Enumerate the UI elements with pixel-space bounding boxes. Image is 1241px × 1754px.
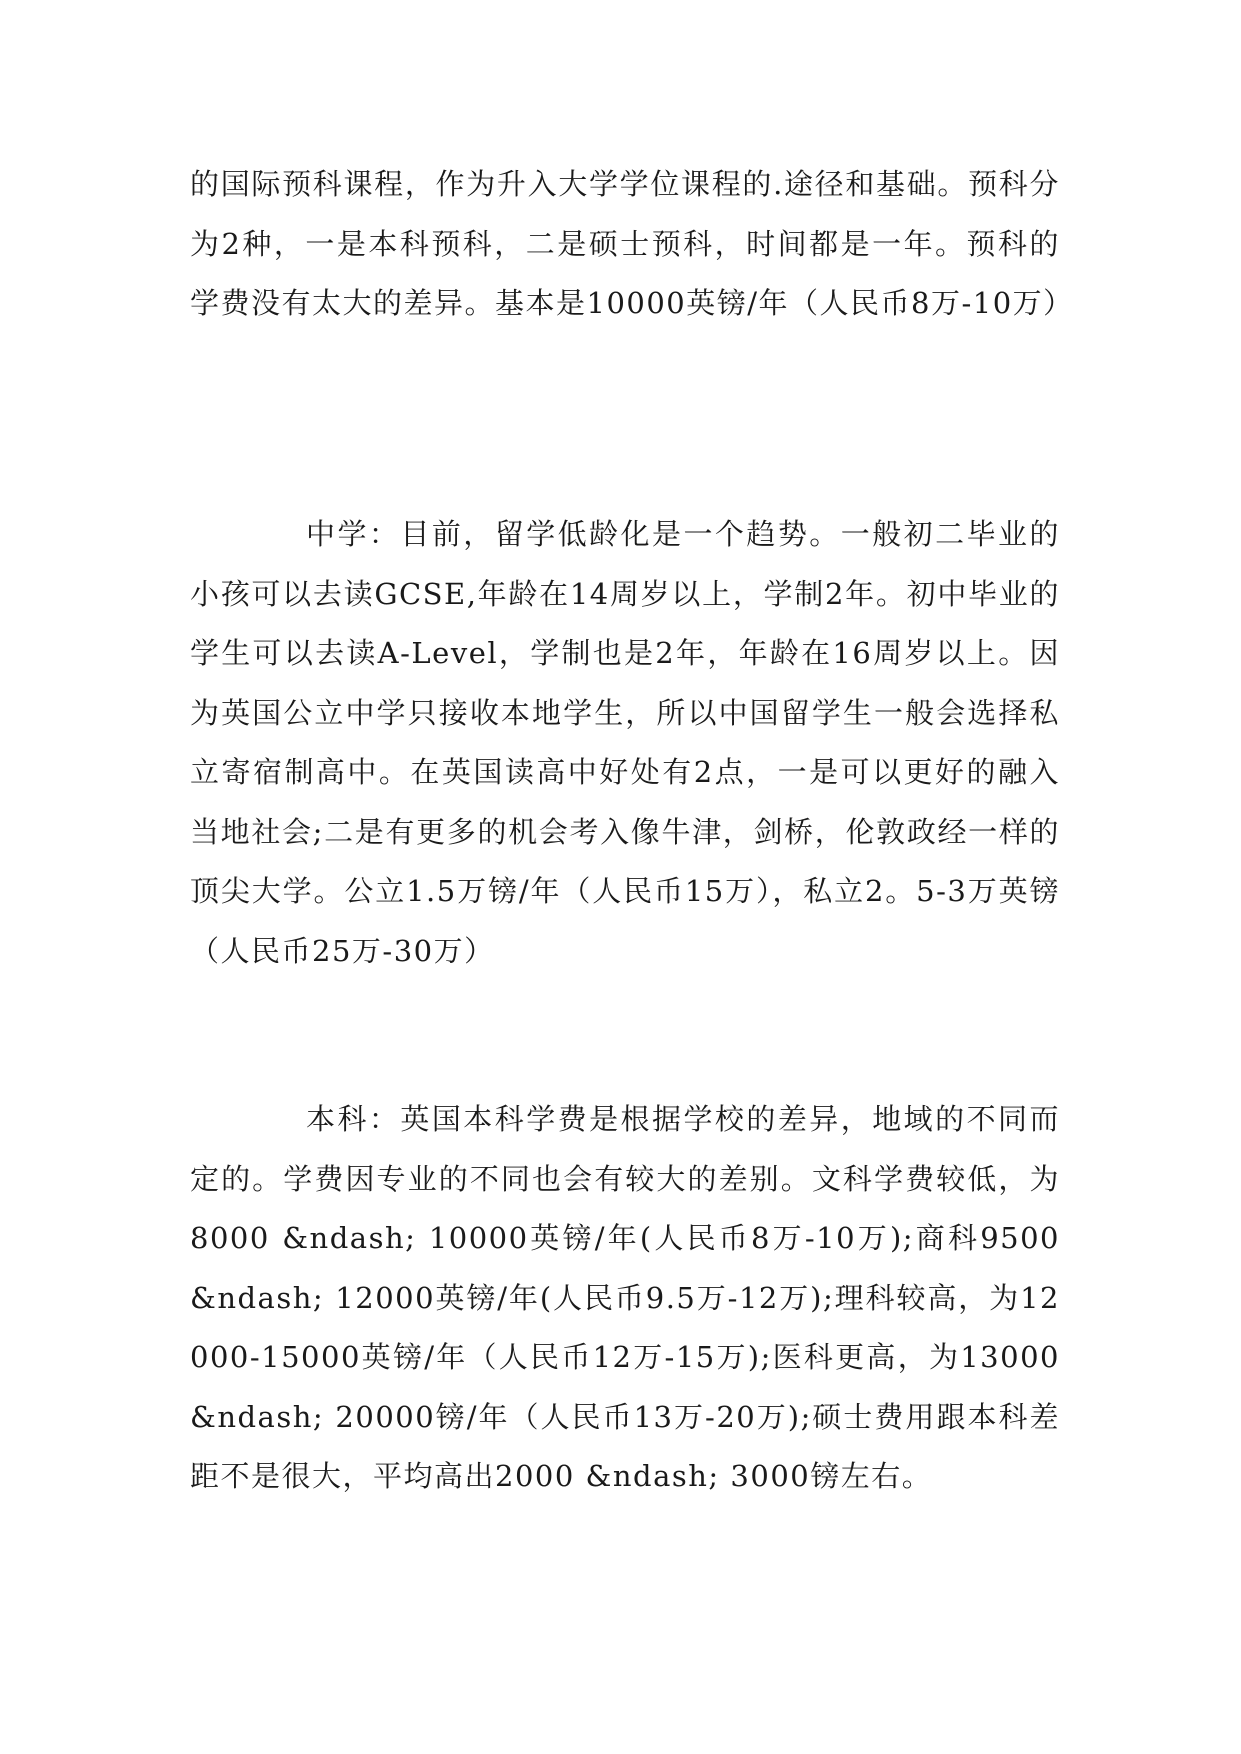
paragraph-foundation: 的国际预科课程，作为升入大学学位课程的.途径和基础。预科分为2种，一是本科预科，二是硕士预科，时间都是一年。预科的学费没有太大的差异。基本是10000英镑/年（人民币8万-10万） xyxy=(190,167,1074,320)
paragraph-secondary-school: 中学：目前，留学低龄化是一个趋势。一般初二毕业的小孩可以去读GCSE,年龄在14周岁以上，学制2年。初中毕业的学生可以去读A-Level，学制也是2年，年龄在16周岁以上。因为英国公立中学只接收本地学生，所以中国留学生一般会选择私立寄宿制高中。在英国读高中好处有2点，一是可以更好的融入当地社会;二是有更多的机会考入像牛津，剑桥，伦敦政经一样的顶尖大学。公立1.5万镑/年（人民币15万），私立2。5-3万英镑（人民币25万-30万） xyxy=(190,517,1060,968)
paragraph-undergraduate: 本科：英国本科学费是根据学校的差异，地域的不同而定的。学费因专业的不同也会有较大的差别。文科学费较低，为8000 &ndash; 10000英镑/年(人民币8万-10万);商科9500 &ndash; 12000英镑/年(人民币9.5万-12万);理科较高，为12000-15000英镑/年（人民币12万-15万);医科更高，为13000 &ndash; 20000镑/年（人民币13万-20万);硕士费用跟本科差距不是很大，平均高出2000 &ndash; 3000镑左右。 xyxy=(190,1102,1060,1493)
